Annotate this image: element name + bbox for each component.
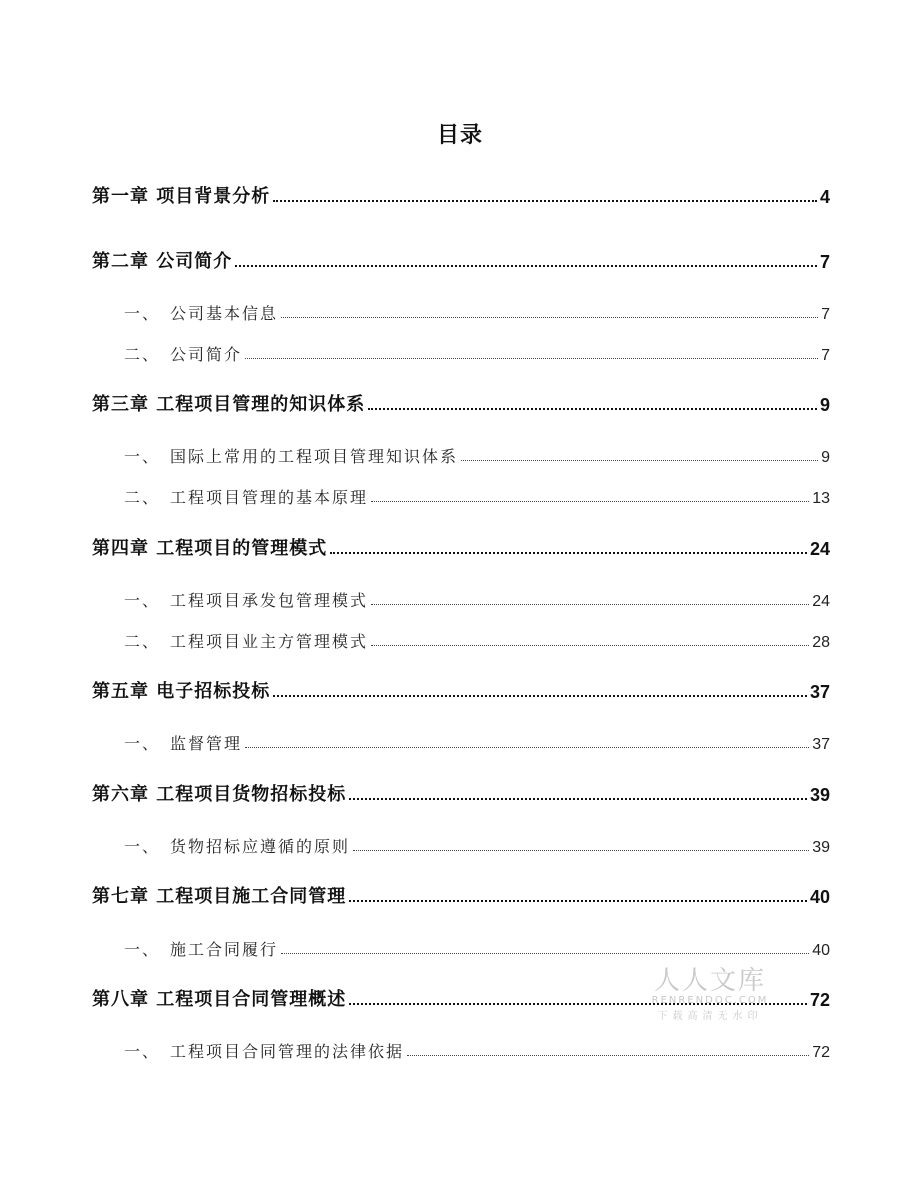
toc-entry-label xyxy=(92,677,270,703)
toc-page-number: 4 xyxy=(819,187,830,207)
toc-chapter-entry[interactable] xyxy=(92,673,830,703)
toc-section-entry[interactable] xyxy=(92,622,830,652)
toc-page-number: 7 xyxy=(821,306,830,323)
toc-section-number: 一、 xyxy=(124,734,161,753)
toc-section-entry[interactable] xyxy=(92,294,830,324)
watermark-tagline: 下载高清无水印 xyxy=(657,1011,763,1022)
toc-section-number: 二、 xyxy=(124,345,161,364)
toc-chapter-entry[interactable] xyxy=(92,981,830,1011)
dot-leader xyxy=(349,1003,807,1005)
toc-entry-label xyxy=(92,182,270,208)
toc-entry-text: 工程项目管理的基本原理 xyxy=(170,488,369,507)
toc-page-number: 72 xyxy=(812,1044,830,1061)
toc-section-number: 一、 xyxy=(124,940,161,959)
toc-entry-text: 工程项目合同管理的法律依据 xyxy=(170,1042,405,1061)
toc-entry-text: 第三章 工程项目管理的知识体系 xyxy=(92,394,366,415)
toc-page-number: 28 xyxy=(812,634,830,651)
toc-page-number: 40 xyxy=(812,942,830,959)
toc-chapter-entry[interactable] xyxy=(92,776,830,806)
toc-entry-label xyxy=(124,485,368,508)
dot-leader xyxy=(245,358,818,359)
dot-leader xyxy=(461,460,818,461)
toc-section-entry[interactable] xyxy=(92,335,830,365)
toc-chapter-entry[interactable] xyxy=(92,386,830,416)
watermark-name: 人人文库 xyxy=(653,966,766,996)
toc-entry-label xyxy=(92,534,327,560)
dot-leader xyxy=(368,408,817,410)
toc-page-number: 40 xyxy=(809,887,830,907)
dot-leader xyxy=(407,1055,809,1056)
dot-leader xyxy=(273,200,817,202)
dot-leader xyxy=(353,850,809,851)
toc-page-number: 24 xyxy=(809,539,830,559)
toc-section-entry[interactable] xyxy=(92,930,830,960)
dot-leader xyxy=(281,953,809,954)
toc-entry-text: 第一章 项目背景分析 xyxy=(92,186,271,207)
toc-page-number: 13 xyxy=(812,490,830,507)
toc-entry-label xyxy=(92,780,346,806)
toc-entry-text: 第四章 工程项目的管理模式 xyxy=(92,538,328,559)
toc-entry-label xyxy=(124,937,278,960)
toc-section-number: 一、 xyxy=(124,1042,161,1061)
toc-section-number: 二、 xyxy=(124,488,161,507)
toc-chapter-entry[interactable] xyxy=(92,243,830,273)
toc-entry-text: 第八章 工程项目合同管理概述 xyxy=(92,989,347,1010)
toc-section-entry[interactable] xyxy=(92,437,830,467)
toc-entry-label xyxy=(124,834,350,857)
dot-leader xyxy=(273,695,807,697)
toc-section-entry[interactable] xyxy=(92,581,830,611)
toc-page-number: 9 xyxy=(821,449,830,466)
toc-section-number: 一、 xyxy=(124,304,161,323)
dot-leader xyxy=(281,317,818,318)
toc-entry-text: 工程项目业主方管理模式 xyxy=(170,632,369,651)
toc-entry-text: 第六章 工程项目货物招标投标 xyxy=(92,784,347,805)
toc-entry-label xyxy=(124,342,242,365)
toc-entry-label xyxy=(124,444,458,467)
toc-entry-text: 货物招标应遵循的原则 xyxy=(170,837,351,856)
toc-entry-label xyxy=(92,390,365,416)
toc-entry-label xyxy=(92,985,346,1011)
toc-entry-label xyxy=(124,588,368,611)
toc-chapter-entry[interactable] xyxy=(92,530,830,560)
toc-entry-text: 公司简介 xyxy=(170,345,243,364)
toc-section-number: 一、 xyxy=(124,837,161,856)
toc-page-number: 39 xyxy=(812,839,830,856)
toc-page-number: 37 xyxy=(809,682,830,702)
dot-leader xyxy=(349,798,807,800)
toc-entry-text: 第五章 电子招标投标 xyxy=(92,681,271,702)
toc-chapter-entry[interactable] xyxy=(92,878,830,908)
dot-leader xyxy=(371,645,809,646)
toc-page-number: 72 xyxy=(809,990,830,1010)
toc-entry-text: 国际上常用的工程项目管理知识体系 xyxy=(170,447,459,466)
toc-title: 目录 xyxy=(436,123,483,148)
toc-section-number: 一、 xyxy=(124,447,161,466)
toc-entry-label xyxy=(92,882,346,908)
toc-entry-text: 工程项目承发包管理模式 xyxy=(170,591,369,610)
toc-entry-label xyxy=(124,629,368,652)
toc-section-entry[interactable] xyxy=(92,478,830,508)
toc-page-number: 37 xyxy=(812,736,830,753)
toc-section-number: 一、 xyxy=(124,591,161,610)
toc-entry-text: 监督管理 xyxy=(170,734,243,753)
toc-section-entry[interactable] xyxy=(92,1032,830,1062)
dot-leader xyxy=(330,552,807,554)
toc-entry-label xyxy=(124,301,278,324)
dot-leader xyxy=(245,747,809,748)
dot-leader xyxy=(371,501,809,502)
toc-page-number: 9 xyxy=(819,395,830,415)
toc-page-number: 7 xyxy=(819,252,830,272)
toc-entry-label xyxy=(124,1039,404,1062)
watermark-domain: RENRENDOC.COM xyxy=(651,995,769,1006)
toc-entry-text: 第七章 工程项目施工合同管理 xyxy=(92,886,347,907)
toc-entry-text: 施工合同履行 xyxy=(170,940,279,959)
dot-leader xyxy=(235,265,817,267)
toc-entry-text: 第二章 公司简介 xyxy=(92,251,233,272)
toc-page-number: 7 xyxy=(821,347,830,364)
toc-page-number: 24 xyxy=(812,593,830,610)
toc-section-entry[interactable] xyxy=(92,724,830,754)
toc-section-number: 二、 xyxy=(124,632,161,651)
toc-entry-label xyxy=(92,247,232,273)
toc-page-number: 39 xyxy=(809,785,830,805)
toc-section-entry[interactable] xyxy=(92,827,830,857)
toc-entry-text: 公司基本信息 xyxy=(170,304,279,323)
dot-leader xyxy=(349,900,807,902)
toc-entry-label xyxy=(124,731,242,754)
toc-chapter-entry[interactable] xyxy=(92,178,830,208)
dot-leader xyxy=(371,604,809,605)
